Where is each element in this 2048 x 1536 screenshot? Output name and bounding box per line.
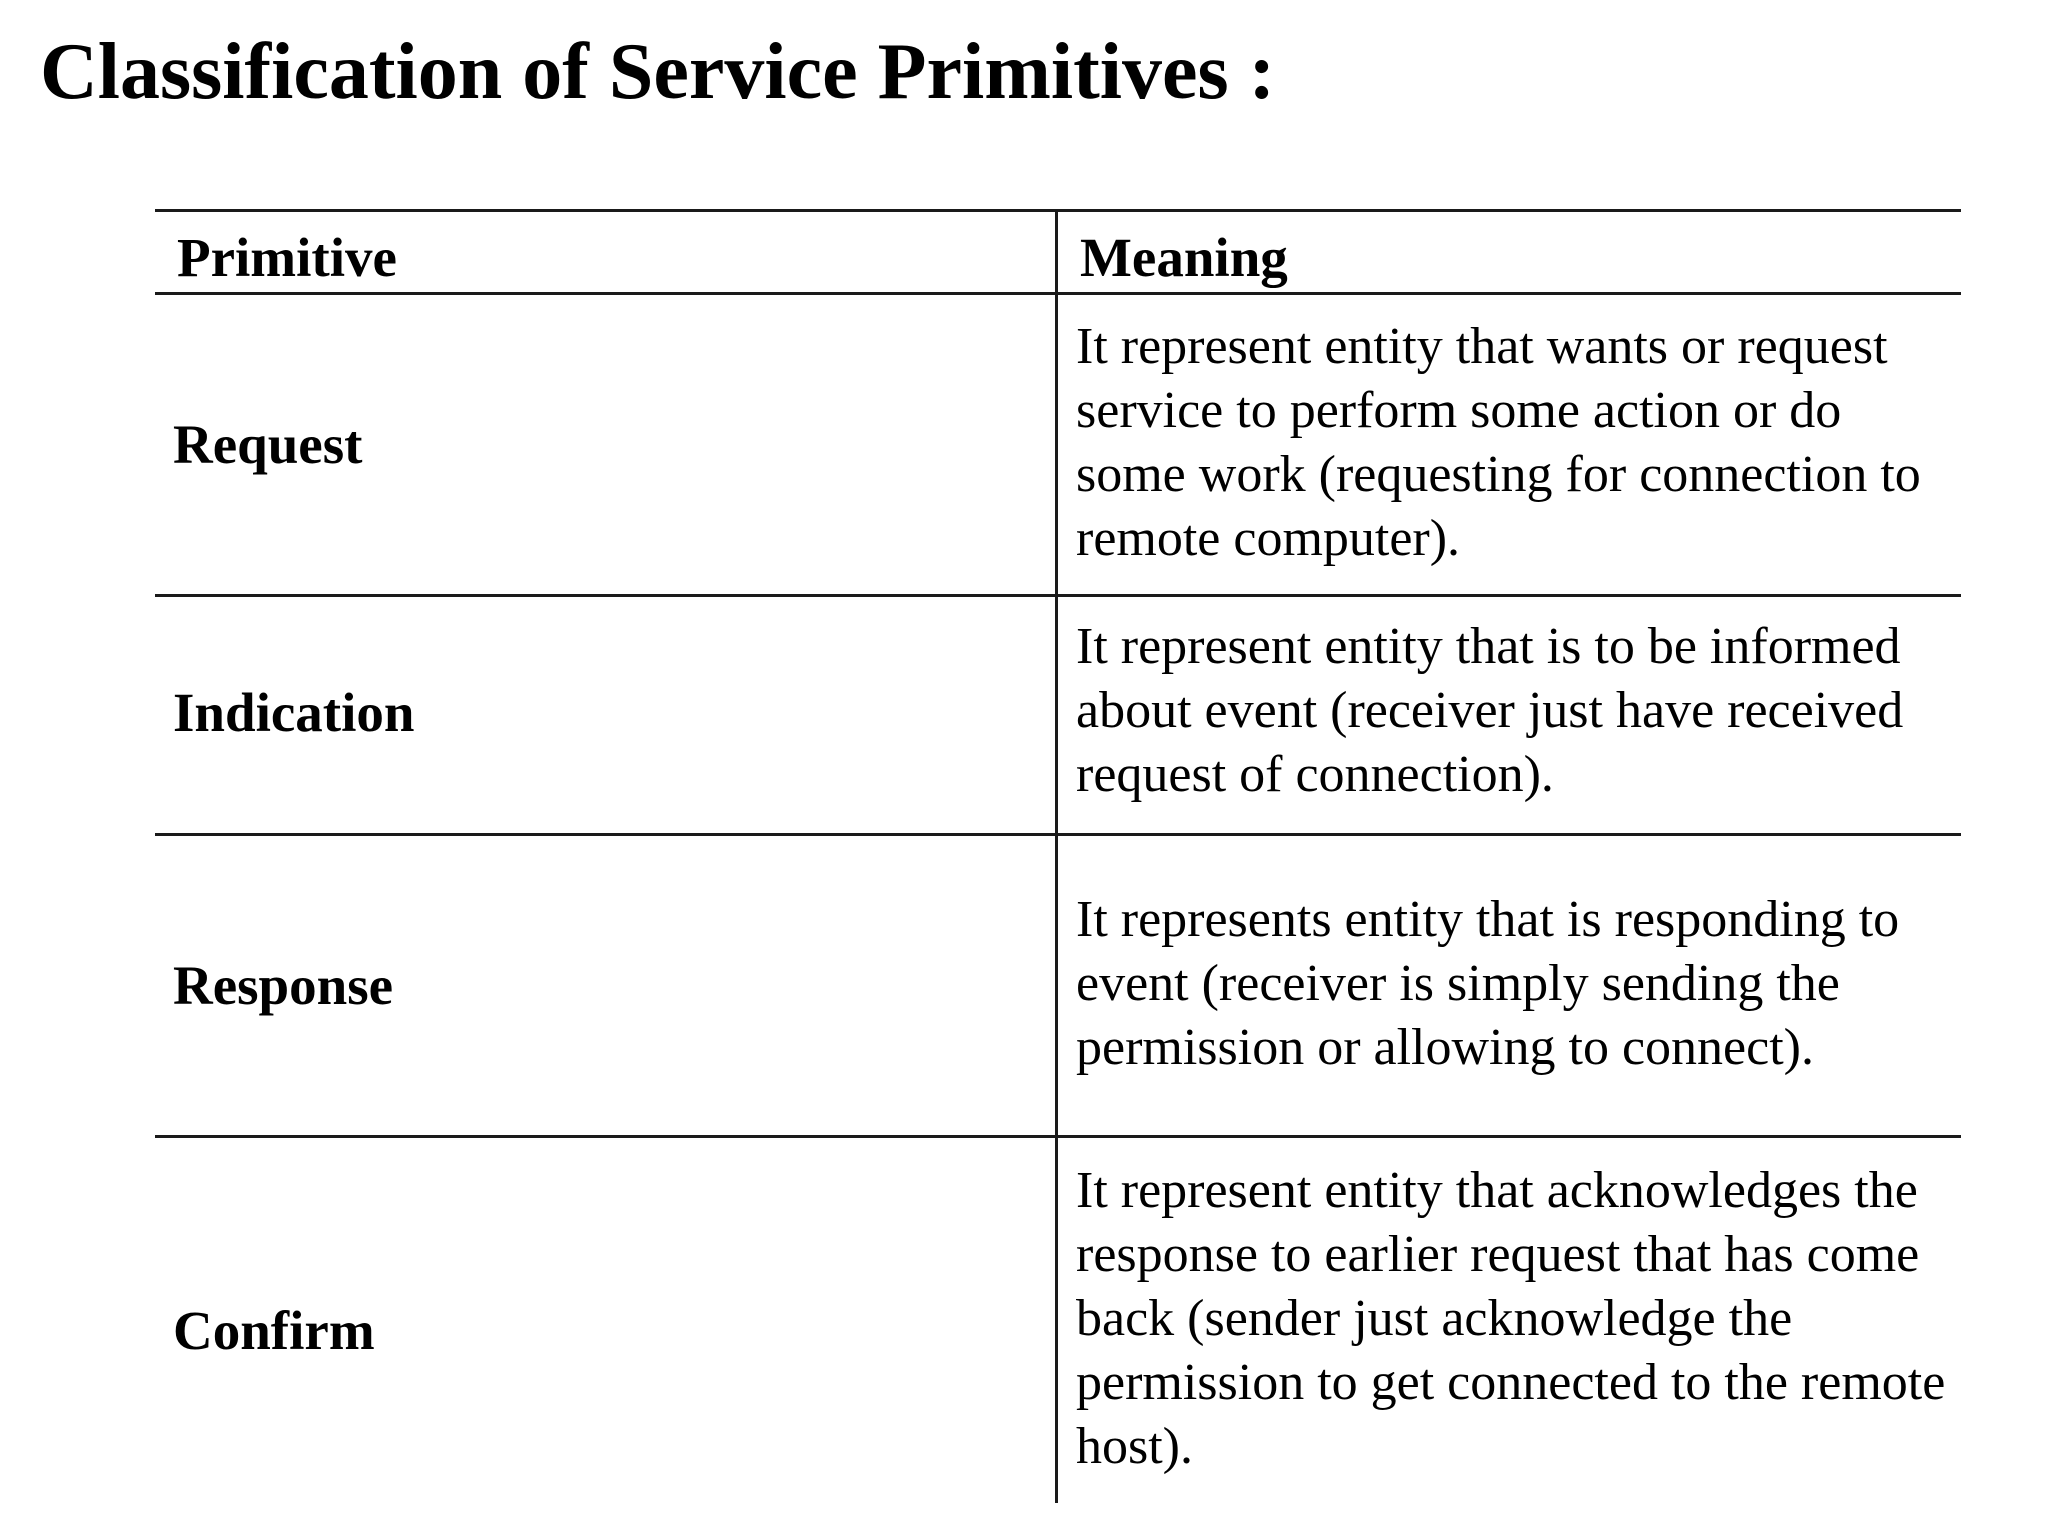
meaning-text: It represents entity that is responding to event (receiver is simply sending the permission or allowing to connect). [1076, 890, 1900, 1076]
table-header-row [155, 209, 1961, 295]
page-title: Classification of Service Primitives : [40, 28, 1276, 116]
table-row [155, 597, 1961, 836]
meaning-cell [1055, 295, 1961, 594]
meaning-cell [1055, 1138, 1961, 1503]
meaning-text: It represent entity that is to be informed about event (receiver just have received request of connection). [1076, 618, 1904, 803]
header-primitive: Primitive [177, 226, 397, 288]
primitive-cell: Request [173, 414, 363, 475]
meaning-cell [1055, 597, 1961, 833]
primitives-table [155, 209, 1961, 1503]
primitive-cell: Indication [173, 681, 415, 743]
meaning-cell [1055, 836, 1961, 1135]
primitive-cell: Confirm [173, 1300, 375, 1361]
table-row [155, 836, 1961, 1138]
table-row [155, 295, 1961, 597]
table-row [155, 1138, 1961, 1503]
header-meaning: Meaning [1055, 212, 1961, 292]
meaning-text: It represent entity that wants or request service to perform some action or do some work (requesting for connection to remote computer). [1076, 317, 1921, 567]
meaning-text: It represent entity that acknowledges the response to earlier request that has come back (sender just acknowledge the permission to get connected to the remote host). [1076, 1161, 1946, 1475]
primitive-cell: Response [173, 955, 394, 1016]
